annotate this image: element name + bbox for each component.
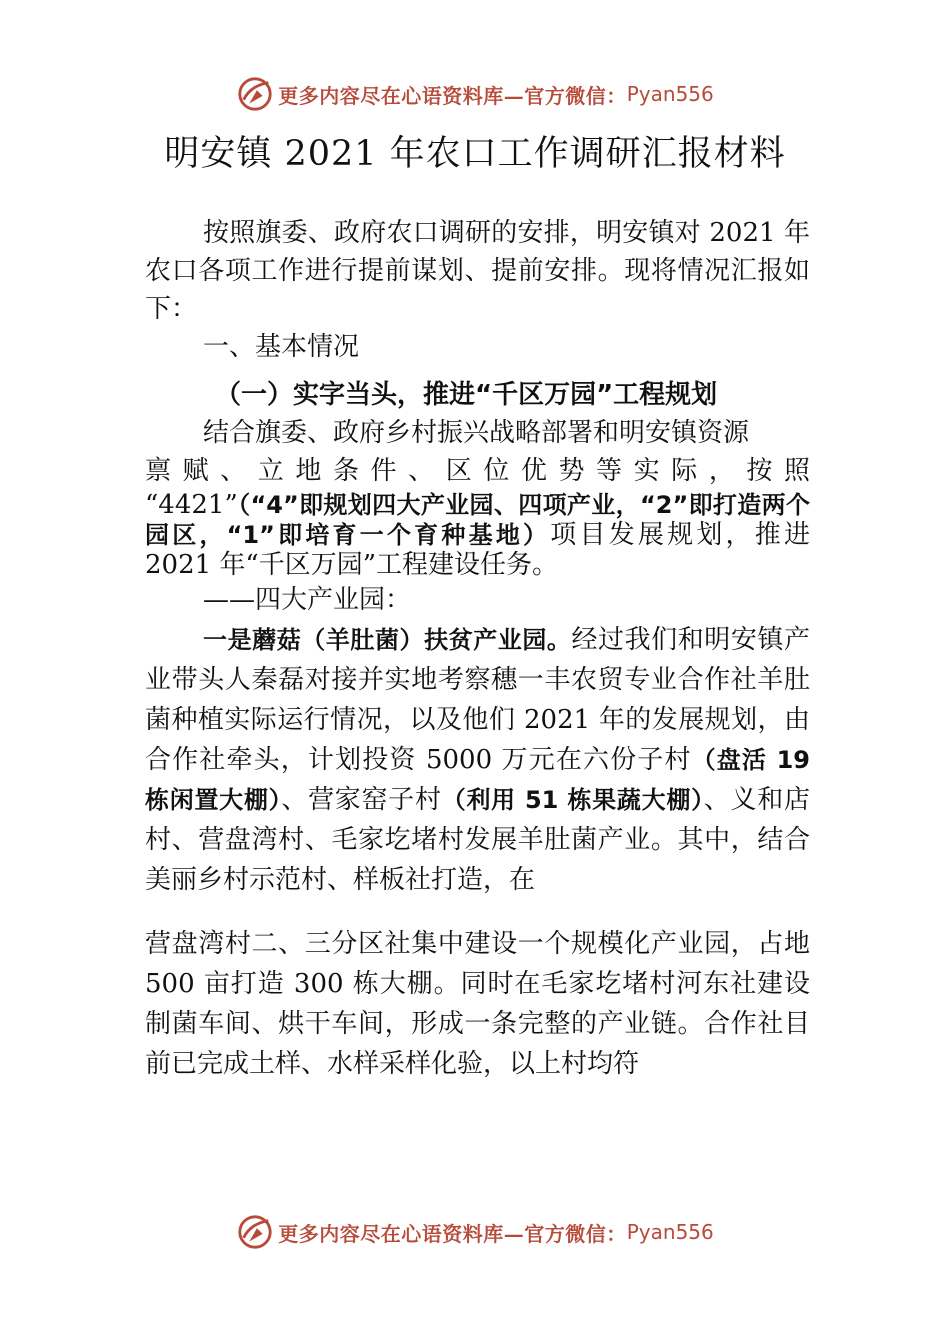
banner-wechat-id: Pyan556 bbox=[626, 1220, 714, 1244]
banner-text: 更多内容尽在心语资料库—官方微信： bbox=[278, 1221, 627, 1246]
park-1-heading: 一是蘑菇（羊肚菌）扶贫产业园。 bbox=[203, 626, 572, 654]
paragraph-1-line-2: 禀 赋 、 立 地 条 件 、 区 位 优 势 等 实 际 ， 按 照 bbox=[145, 456, 810, 486]
bold-note-1: （盘活 19 栋闲置大棚） bbox=[145, 746, 810, 814]
quote-code: “4421” bbox=[145, 490, 238, 520]
bold-note-2: （利用 51 栋果蔬大棚） bbox=[441, 786, 704, 814]
paragraph-1-tail: 项目发展规划，推进 2021 年“千区万园”工程建设任务。 bbox=[145, 520, 810, 580]
intro-paragraph: 按照旗委、政府农口调研的安排，明安镇对 2021 年农口各项工作进行提前谋划、提前安排。现将情况汇报如下： bbox=[145, 218, 810, 324]
logo-icon bbox=[236, 75, 274, 113]
paragraph-1-line-1: 结合旗委、政府乡村振兴战略部署和明安镇资源 bbox=[203, 418, 750, 448]
paragraph-3: 营盘湾村二、三分区社集中建设一个规模化产业园，占地 500 亩打造 300 栋大棚。同时在毛家圪堵村河东社建设制菌车间、烘干车间，形成一条完整的产业链。合作社目前已完成土样、水样采样化验，以上村均符 bbox=[145, 929, 810, 1079]
parks-heading: ——四大产业园： bbox=[203, 585, 412, 615]
subsection-heading: （一）实字当头，推进“千区万园”工程规划 bbox=[215, 380, 718, 410]
section-heading: 一、基本情况 bbox=[203, 332, 360, 362]
footer-watermark bbox=[0, 1210, 950, 1254]
paragraph-2-text-c: 、义和店村、营盘湾村、毛家圪堵村发展羊肚菌产业。其中，结合美丽乡村示范村、样板社打造，在 bbox=[145, 785, 810, 895]
document-body bbox=[145, 214, 810, 1084]
header-watermark bbox=[0, 72, 950, 116]
paragraph-1-rest bbox=[145, 490, 810, 580]
logo-icon bbox=[236, 1213, 274, 1251]
document-title: 明安镇 2021 年农口工作调研汇报材料 bbox=[164, 134, 786, 174]
paragraph-2-text-b: 、营家窑子村 bbox=[281, 785, 442, 815]
bold-explanation: （“4”即规划四大产业园、四项产业，“2”即打造两个园区，“1”即培育一个育种基地） bbox=[145, 491, 810, 549]
banner-text: 更多内容尽在心语资料库—官方微信： bbox=[278, 83, 627, 108]
banner-wechat-id: Pyan556 bbox=[626, 82, 714, 106]
paragraph-2 bbox=[145, 620, 810, 900]
paragraph-2-text-a: 经过我们和明安镇产业带头人秦磊对接并实地考察穗一丰农贸专业合作社羊肚菌种植实际运行情况，以及他们 2021 年的发展规划，由合作社牵头，计划投资 5000 万元在六份子村 bbox=[145, 625, 810, 775]
